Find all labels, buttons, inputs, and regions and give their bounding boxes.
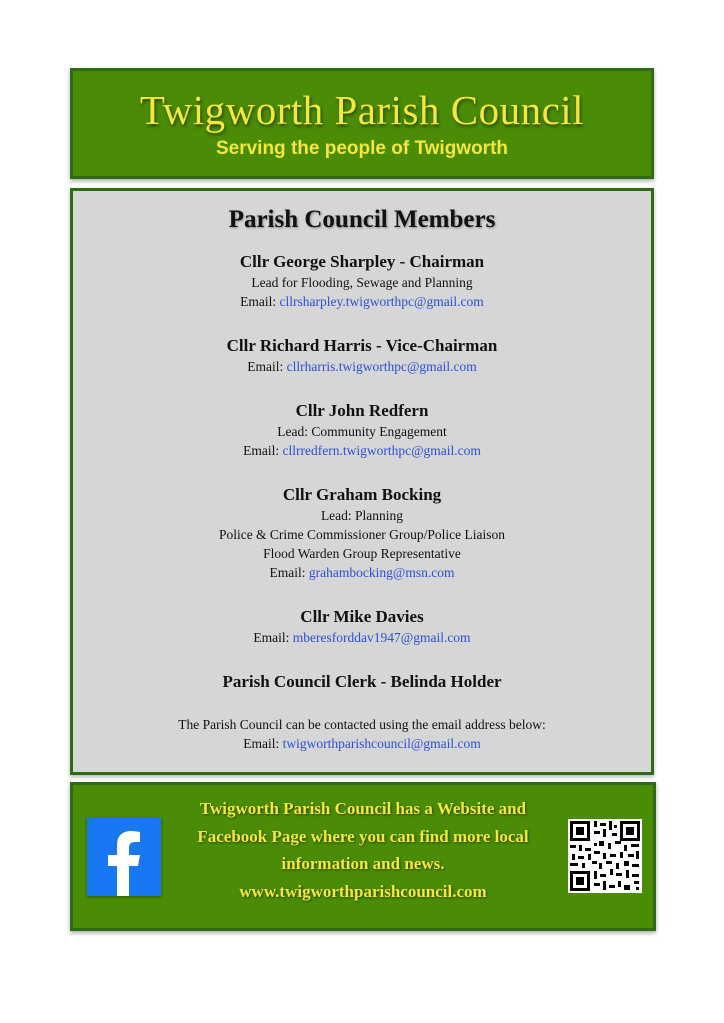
page-title: Twigworth Parish Council xyxy=(139,87,585,133)
member-davies xyxy=(73,606,651,647)
clerk-name: Parish Council Clerk - Belinda Holder xyxy=(222,672,502,691)
footer-line: information and news. xyxy=(281,854,445,873)
members-heading: Parish Council Members xyxy=(228,206,496,233)
email-label: Email: xyxy=(240,294,277,309)
footer-banner xyxy=(70,782,656,931)
email-label: Email: xyxy=(247,359,284,374)
email-label: Email: xyxy=(243,736,280,751)
member-email-line xyxy=(73,563,651,582)
member-email-line xyxy=(73,441,651,460)
qr-code-glyph xyxy=(568,819,642,893)
member-role: Lead: Planning xyxy=(320,508,404,523)
qr-code xyxy=(568,819,642,893)
contact-note: The Parish Council can be contacted using the email address below: xyxy=(178,717,546,732)
header-banner xyxy=(70,68,654,179)
email-link[interactable]: cllrsharpley.twigworthpc@gmail.com xyxy=(279,294,484,309)
member-name: Cllr Graham Bocking xyxy=(282,485,442,504)
page-subtitle: Serving the people of Twigworth xyxy=(215,138,509,159)
facebook-icon[interactable] xyxy=(87,818,161,896)
footer-message xyxy=(173,795,553,905)
email-link[interactable]: grahambocking@msn.com xyxy=(308,565,455,580)
footer-line: Facebook Page where you can find more local xyxy=(197,826,529,846)
member-email-line xyxy=(73,357,651,376)
member-role: Lead for Flooding, Sewage and Planning xyxy=(251,275,473,290)
member-email-line xyxy=(73,628,651,647)
member-harris xyxy=(73,335,651,376)
website-link[interactable]: www.twigworthparishcouncil.com xyxy=(239,881,487,901)
facebook-logo-glyph xyxy=(87,818,161,896)
member-role: Lead: Community Engagement xyxy=(277,424,447,439)
email-link[interactable]: cllrredfern.twigworthpc@gmail.com xyxy=(282,443,481,458)
contact-email-line xyxy=(73,734,651,753)
contact-email-link[interactable]: twigworthparishcouncil@gmail.com xyxy=(282,736,481,751)
member-role: Flood Warden Group Representative xyxy=(263,546,461,561)
member-name: Cllr George Sharpley - Chairman xyxy=(239,252,485,271)
footer-line: Twigworth Parish Council has a Website and xyxy=(199,799,527,818)
email-label: Email: xyxy=(253,630,290,645)
member-name: Cllr Mike Davies xyxy=(300,607,424,626)
member-name: Cllr John Redfern xyxy=(295,401,429,420)
members-panel xyxy=(70,188,654,775)
member-name: Cllr Richard Harris - Vice-Chairman xyxy=(226,336,498,355)
clerk xyxy=(73,671,651,693)
email-link[interactable]: mberesforddav1947@gmail.com xyxy=(292,630,471,645)
member-email-line xyxy=(73,292,651,311)
member-bocking xyxy=(73,484,651,582)
member-role: Police & Crime Commissioner Group/Police Liaison xyxy=(218,527,506,542)
member-sharpley xyxy=(73,251,651,311)
contact-block xyxy=(73,715,651,753)
email-label: Email: xyxy=(243,443,280,458)
email-label: Email: xyxy=(269,565,306,580)
email-link[interactable]: cllrharris.twigworthpc@gmail.com xyxy=(286,359,477,374)
member-redfern xyxy=(73,400,651,460)
